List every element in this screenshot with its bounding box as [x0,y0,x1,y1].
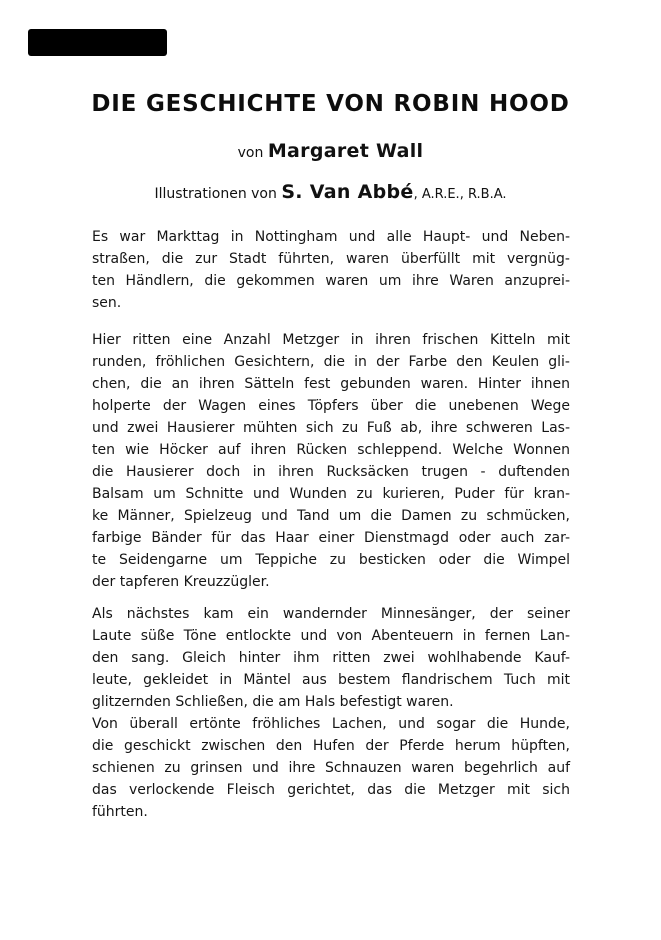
paragraph-4 [92,713,570,823]
text-line: ten Händlern, die gekommen waren um ihre Waren anzuprei- [92,273,570,289]
text-line: sen. [92,295,122,311]
text-line: Balsam um Schnitte und Wunden zu kurieren, Puder für kran- [92,486,570,502]
paragraph-3 [92,603,570,713]
text-line: die geschickt zwischen den Hufen der Pferde herum hüpften, [92,738,570,754]
text-line: der tapferen Kreuzzügler. [92,574,270,590]
text-line: Laute süße Töne entlockte und von Abenteuern in fernen Lan- [92,628,570,644]
text-line: und zwei Hausierer mühten sich zu Fuß ab, ihre schweren Las- [92,420,570,436]
credit-prefix: Illustrationen von [154,186,277,202]
text-line: leute, gekleidet in Mäntel aus bestem flandrischem Tuch mit [92,672,570,688]
text-line: glitzernden Schließen, die am Hals befestigt waren. [92,694,454,710]
text-line: runden, fröhlichen Gesichtern, die in der Farbe den Keulen gli- [92,354,570,370]
text-line: das verlockende Fleisch gerichtet, das die Metzger mit sich [92,782,570,798]
text-line: Hier ritten eine Anzahl Metzger in ihren frischen Kitteln mit [92,332,570,348]
text-line: Es war Markttag in Nottingham und alle Haupt- und Neben- [92,229,570,245]
story-text [92,226,570,823]
credit-honorifics: , A.R.E., R.B.A. [413,187,507,202]
text-line: schienen zu grinsen und ihre Schnauzen waren begehrlich auf [92,760,570,776]
text-line: Als nächstes kam ein wandernder Minnesänger, der seiner [92,606,570,622]
paragraph-2 [92,329,570,593]
credit-illustrator: S. Van Abbé [281,181,414,203]
text-line: ten wie Höcker auf ihren Rücken schleppend. Welche Wonnen [92,442,570,458]
paragraph-1 [92,226,570,314]
byline [0,140,661,162]
text-line: den sang. Gleich hinter ihm ritten zwei wohlhabende Kauf- [92,650,570,666]
text-line: die Hausierer doch in ihren Rucksäcken trugen - duftenden [92,464,570,480]
text-line: chen, die an ihren Sätteln fest gebunden waren. Hinter ihnen [92,376,570,392]
credit-line [0,181,661,203]
redaction-box [28,29,167,56]
page-title: DIE GESCHICHTE VON ROBIN HOOD [91,91,570,117]
text-line: straßen, die zur Stadt führten, waren überfüllt mit vergnüg- [92,251,570,267]
byline-prefix: von [237,145,264,161]
byline-author: Margaret Wall [267,140,424,162]
text-line: te Seidengarne um Teppiche zu besticken oder die Wimpel [92,552,570,568]
text-line: farbige Bänder für das Haar einer Dienstmagd oder auch zar- [92,530,570,546]
text-line: holperte der Wagen eines Töpfers über die unebenen Wege [92,398,570,414]
text-line: führten. [92,804,148,820]
text-line: Von überall ertönte fröhliches Lachen, und sogar die Hunde, [92,716,570,732]
text-line: ke Männer, Spielzeug und Tand um die Damen zu schmücken, [92,508,570,524]
